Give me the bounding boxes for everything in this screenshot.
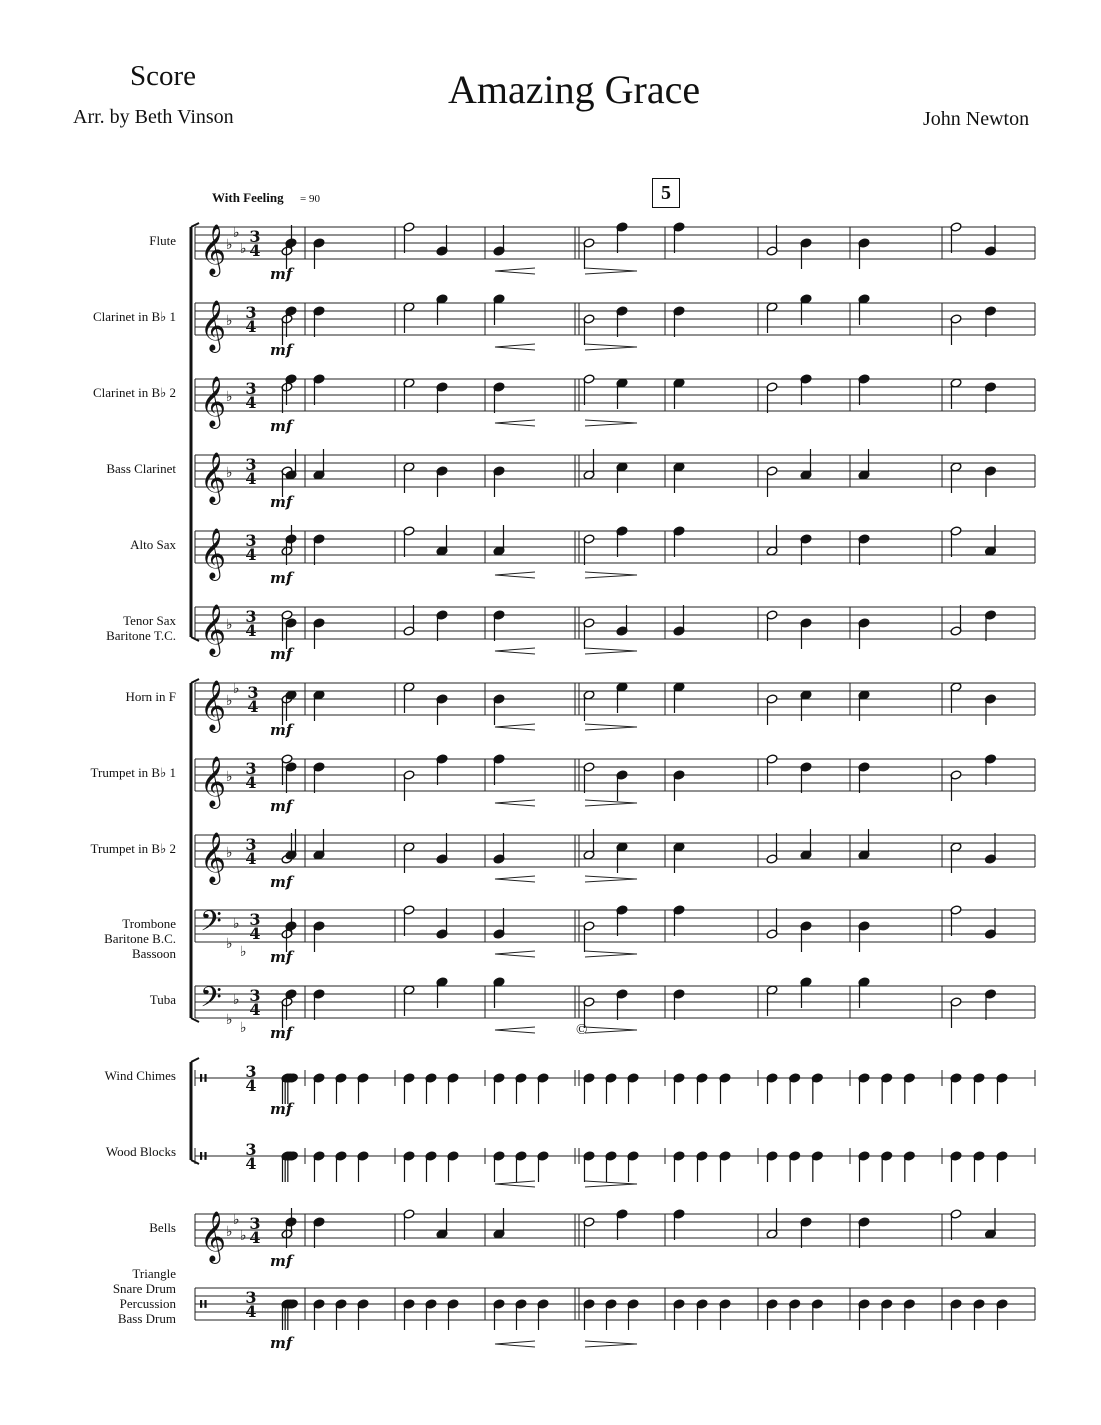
flat-icon: ♭ xyxy=(226,845,233,861)
time-signature-top: 3 xyxy=(245,607,257,626)
flat-icon: ♭ xyxy=(233,992,240,1008)
flat-icon: ♭ xyxy=(226,237,233,253)
instrument-label-horn: Horn in F xyxy=(125,689,176,704)
time-signature-bottom: 4 xyxy=(249,1228,261,1247)
decrescendo-hairpin xyxy=(585,876,637,882)
decrescendo-hairpin xyxy=(585,1181,637,1187)
instrument-label-clarinet-2: Clarinet in B♭ 2 xyxy=(92,385,176,400)
dynamic-marking: mf xyxy=(270,1334,293,1352)
crescendo-hairpin xyxy=(495,344,535,350)
bracket-hook xyxy=(191,223,199,227)
crescendo-hairpin xyxy=(495,420,535,426)
crescendo-hairpin xyxy=(495,1341,535,1347)
dynamic-marking: mf xyxy=(270,1252,293,1270)
arranger-credit: Arr. by Beth Vinson xyxy=(73,106,234,128)
time-signature-bottom: 4 xyxy=(245,469,257,488)
crescendo-hairpin xyxy=(495,951,535,957)
bass-clef-icon: 𝄢 xyxy=(200,981,222,1021)
dynamic-marking: mf xyxy=(270,721,293,739)
instrument-label-clarinet-1: Clarinet in B♭ 1 xyxy=(92,309,176,324)
decrescendo-hairpin xyxy=(585,572,637,578)
flat-icon: ♭ xyxy=(226,769,233,785)
bass-clef-icon: 𝄢 xyxy=(200,905,222,945)
time-signature-bottom: 4 xyxy=(249,241,261,260)
dynamic-marking: mf xyxy=(270,645,293,663)
bracket-hook xyxy=(191,679,199,683)
flat-icon: ♭ xyxy=(233,916,240,932)
treble-clef-icon: 𝄞 xyxy=(200,224,227,275)
flat-icon: ♭ xyxy=(226,936,233,952)
flat-icon: ♭ xyxy=(226,1012,233,1028)
time-signature-bottom: 4 xyxy=(245,621,257,640)
treble-clef-icon: 𝄞 xyxy=(200,832,227,883)
crescendo-hairpin xyxy=(495,648,535,654)
time-signature-bottom: 4 xyxy=(245,1154,257,1173)
flat-icon: ♭ xyxy=(233,225,240,241)
time-signature-bottom: 4 xyxy=(245,317,257,336)
flat-icon: ♭ xyxy=(233,1212,240,1228)
treble-clef-icon: 𝄞 xyxy=(200,528,227,579)
flat-icon: ♭ xyxy=(226,1224,233,1240)
time-signature-top: 3 xyxy=(249,910,261,929)
instrument-label-alto-sax: Alto Sax xyxy=(130,537,176,552)
page-title: Amazing Grace xyxy=(448,67,701,112)
rehearsal-mark: 5 xyxy=(652,178,680,208)
crescendo-hairpin xyxy=(495,1027,535,1033)
instrument-label-trombone: Trombone Baritone B.C. Bassoon xyxy=(104,916,176,961)
time-signature-top: 3 xyxy=(249,1214,261,1233)
bracket-hook xyxy=(191,1018,199,1022)
time-signature-bottom: 4 xyxy=(245,1302,257,1321)
flat-icon: ♭ xyxy=(226,693,233,709)
instrument-label-bells: Bells xyxy=(149,1220,176,1235)
time-signature-bottom: 4 xyxy=(245,773,257,792)
treble-clef-icon: 𝄞 xyxy=(200,376,227,427)
time-signature-top: 3 xyxy=(247,683,259,702)
dynamic-marking: mf xyxy=(270,797,293,815)
decrescendo-hairpin xyxy=(585,344,637,350)
time-signature-top: 3 xyxy=(245,1288,257,1307)
dynamic-marking: mf xyxy=(270,493,293,511)
flat-icon: ♭ xyxy=(226,465,233,481)
treble-clef-icon: 𝄞 xyxy=(200,452,227,503)
time-signature-top: 3 xyxy=(245,759,257,778)
time-signature-top: 3 xyxy=(245,835,257,854)
treble-clef-icon: 𝄞 xyxy=(200,300,227,351)
time-signature-top: 3 xyxy=(245,455,257,474)
dynamic-marking: mf xyxy=(270,1100,293,1118)
dynamic-marking: mf xyxy=(270,948,293,966)
flat-icon: ♭ xyxy=(226,617,233,633)
instrument-label-flute: Flute xyxy=(149,233,176,248)
time-signature-top: 3 xyxy=(249,227,261,246)
time-signature-top: 3 xyxy=(245,531,257,550)
treble-clef-icon: 𝄞 xyxy=(200,756,227,807)
instrument-label-percussion: Triangle Snare Drum Percussion Bass Drum xyxy=(112,1266,176,1326)
copyright-notice: © xyxy=(576,1022,588,1038)
instrument-label-wind-chimes: Wind Chimes xyxy=(104,1068,176,1083)
flat-icon: ♭ xyxy=(226,389,233,405)
flat-icon: ♭ xyxy=(240,944,247,960)
instrument-label-trumpet-1: Trumpet in B♭ 1 xyxy=(90,765,176,780)
bracket-hook xyxy=(191,1058,199,1062)
time-signature-bottom: 4 xyxy=(245,849,257,868)
dynamic-marking: mf xyxy=(270,265,293,283)
decrescendo-hairpin xyxy=(585,268,637,274)
score-label: Score xyxy=(130,60,197,92)
dynamic-marking: mf xyxy=(270,1024,293,1042)
decrescendo-hairpin xyxy=(585,800,637,806)
crescendo-hairpin xyxy=(495,572,535,578)
treble-clef-icon: 𝄞 xyxy=(200,604,227,655)
treble-clef-icon: 𝄞 xyxy=(200,680,227,731)
flat-icon: ♭ xyxy=(233,681,240,697)
time-signature-bottom: 4 xyxy=(245,393,257,412)
percussion-clef-icon: 𝄥 xyxy=(200,1067,207,1092)
tempo-marking: With Feeling xyxy=(212,190,284,205)
instrument-label-trumpet-2: Trumpet in B♭ 2 xyxy=(90,841,176,856)
time-signature-top: 3 xyxy=(249,986,261,1005)
time-signature-top: 3 xyxy=(245,1140,257,1159)
time-signature-bottom: 4 xyxy=(249,1000,261,1019)
time-signature-top: 3 xyxy=(245,1062,257,1081)
decrescendo-hairpin xyxy=(585,1027,637,1033)
composer-credit: John Newton xyxy=(923,108,1030,130)
percussion-clef-icon: 𝄥 xyxy=(200,1145,207,1170)
crescendo-hairpin xyxy=(495,1181,535,1187)
percussion-clef-icon: 𝄥 xyxy=(200,1293,207,1318)
time-signature-bottom: 4 xyxy=(245,1076,257,1095)
dynamic-marking: mf xyxy=(270,341,293,359)
crescendo-hairpin xyxy=(495,724,535,730)
instrument-label-tenor-sax: Tenor Sax Baritone T.C. xyxy=(106,613,176,643)
flat-icon: ♭ xyxy=(240,1228,247,1244)
instrument-label-tuba: Tuba xyxy=(149,992,176,1007)
crescendo-hairpin xyxy=(495,800,535,806)
instrument-label-bass-clarinet: Bass Clarinet xyxy=(106,461,176,476)
treble-clef-icon: 𝄞 xyxy=(200,1211,227,1262)
flat-icon: ♭ xyxy=(240,1020,247,1036)
flat-icon: ♭ xyxy=(226,313,233,329)
dynamic-marking: mf xyxy=(270,417,293,435)
decrescendo-hairpin xyxy=(585,648,637,654)
decrescendo-hairpin xyxy=(585,420,637,426)
time-signature-bottom: 4 xyxy=(245,545,257,564)
time-signature-bottom: 4 xyxy=(249,924,261,943)
decrescendo-hairpin xyxy=(585,1341,637,1347)
dynamic-marking: mf xyxy=(270,873,293,891)
time-signature-top: 3 xyxy=(245,379,257,398)
flat-icon: ♭ xyxy=(240,241,247,257)
time-signature-top: 3 xyxy=(245,303,257,322)
decrescendo-hairpin xyxy=(585,724,637,730)
dynamic-marking: mf xyxy=(270,569,293,587)
time-signature-bottom: 4 xyxy=(247,697,259,716)
instrument-label-wood-blocks: Wood Blocks xyxy=(105,1144,176,1159)
crescendo-hairpin xyxy=(495,876,535,882)
tempo-value: = 90 xyxy=(300,193,320,205)
decrescendo-hairpin xyxy=(585,951,637,957)
crescendo-hairpin xyxy=(495,268,535,274)
